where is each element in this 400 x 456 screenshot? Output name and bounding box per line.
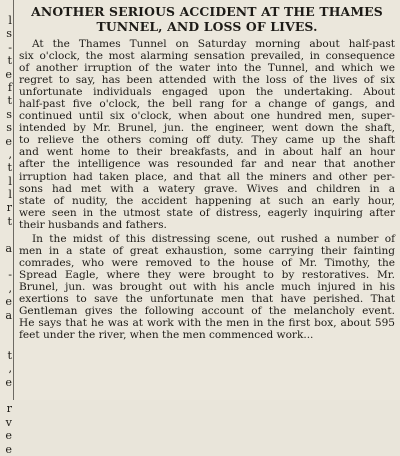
adjacent-column-fragment: l	[8, 14, 12, 27]
text-line: Spread Eagle, where they were brought to by restoratives. Mr.	[19, 268, 395, 281]
text-line: irruption had taken place, and that all the miners and other per-	[19, 170, 395, 183]
adjacent-column-fragment: e	[5, 429, 12, 443]
adjacent-column-fragment: ,	[8, 362, 12, 376]
article-headline	[19, 4, 395, 34]
adjacent-column-fragment: e	[5, 295, 12, 309]
text-line: Brunel, jun. was brought out with his ancle much injured in his	[19, 280, 395, 293]
article-body	[19, 38, 395, 341]
adjacent-column-fragment: e	[5, 134, 12, 148]
adjacent-column-fragment: s	[6, 121, 12, 135]
adjacent-column-fragment: f	[7, 80, 12, 94]
text-line: In the midst of this distressing scene, out rushed a number of	[32, 232, 395, 245]
text-line: six o'clock, the most alarming sensation prevailed, in consequence	[19, 50, 395, 63]
text-line: exertions to save the unfortunate men that have perished. That	[19, 292, 395, 305]
text-line: state of nudity, the accident happening at such an early hour,	[19, 194, 395, 207]
adjacent-column-fragment: ,	[8, 147, 12, 161]
adjacent-column-fragment: t	[7, 161, 12, 175]
paragraph-1	[19, 38, 395, 231]
text-line: comrades, who were removed to the house of Mr. Timothy, the	[19, 256, 395, 269]
column-divider	[13, 0, 14, 400]
text-line: unfortunate individuals engaged upon the undertaking. About	[19, 86, 395, 99]
adjacent-column-fragment: l	[8, 174, 12, 188]
adjacent-column-fragment: r	[6, 402, 12, 416]
text-line: after the intelligence was resounded far and near that another	[19, 158, 395, 171]
text-line: half-past five o'clock, the bell rang for a change of gangs, and	[19, 98, 395, 111]
adjacent-column-fragment: a	[5, 308, 12, 322]
adjacent-column-fragment: r	[6, 201, 12, 215]
text-line: Gentleman gives the following account of the melancholy event.	[19, 305, 395, 318]
news-article	[19, 4, 395, 341]
text-line: to relieve the others coming off duty. They came up the shaft	[19, 134, 395, 147]
adjacent-column-fragment: s	[6, 107, 12, 121]
adjacent-column-fragment: e	[5, 375, 12, 389]
text-line: men in a state of great exhaustion, some carrying their fainting	[19, 244, 395, 257]
text-line: He says that he was at work with the men in the first box, about 595	[19, 317, 395, 330]
adjacent-column-fragment	[0, 335, 12, 348]
adjacent-column-fragment: ,	[8, 281, 12, 295]
adjacent-column-fragment	[0, 322, 12, 335]
text-line: At the Thames Tunnel on Saturday morning about half-past	[32, 38, 395, 50]
adjacent-column-fragment: t	[7, 94, 12, 108]
text-line: sons had met with a watery grave. Wives and children in a	[19, 182, 395, 195]
adjacent-column-fragment: s	[6, 27, 12, 41]
adjacent-column-fragment: v	[5, 415, 12, 429]
adjacent-column-fragments	[0, 0, 12, 456]
headline-line-1: ANOTHER SERIOUS ACCIDENT AT THE THAMES	[31, 4, 383, 19]
text-line: feet under the river, when the men commenced work...	[19, 329, 314, 342]
text-line: were seen in the utmost state of distress, eagerly inquiring after	[19, 206, 395, 219]
adjacent-column-fragment: -	[8, 268, 12, 282]
headline-line-2: TUNNEL, AND LOSS OF LIVES.	[96, 19, 318, 34]
adjacent-column-fragment: e	[5, 442, 12, 456]
text-line: regret to say, has been attended with the loss of the lives of six	[19, 74, 395, 87]
adjacent-column-fragment	[0, 389, 12, 402]
adjacent-column-fragment: a	[5, 241, 12, 255]
text-line: intended by Mr. Brunel, jun. the engineer, went down the shaft,	[19, 122, 395, 135]
text-line: continued until six o'clock, when about one hundred men, super-	[19, 110, 395, 123]
text-line: their husbands and fathers.	[19, 218, 167, 231]
paragraph-2	[19, 233, 395, 341]
adjacent-column-fragment: t	[7, 348, 12, 362]
adjacent-column-fragment: e	[5, 67, 12, 81]
text-line: of another irruption of the water into the Tunnel, and which we	[19, 62, 395, 75]
adjacent-column-fragment: t	[7, 214, 12, 228]
adjacent-column-fragment: l	[8, 188, 12, 202]
adjacent-column-fragment	[0, 228, 12, 241]
adjacent-column-fragment: -	[8, 40, 12, 54]
text-line: and went home to their breakfasts, and in about half an hour	[19, 146, 395, 159]
adjacent-column-fragment	[0, 255, 12, 268]
adjacent-column-fragment: t	[7, 54, 12, 68]
